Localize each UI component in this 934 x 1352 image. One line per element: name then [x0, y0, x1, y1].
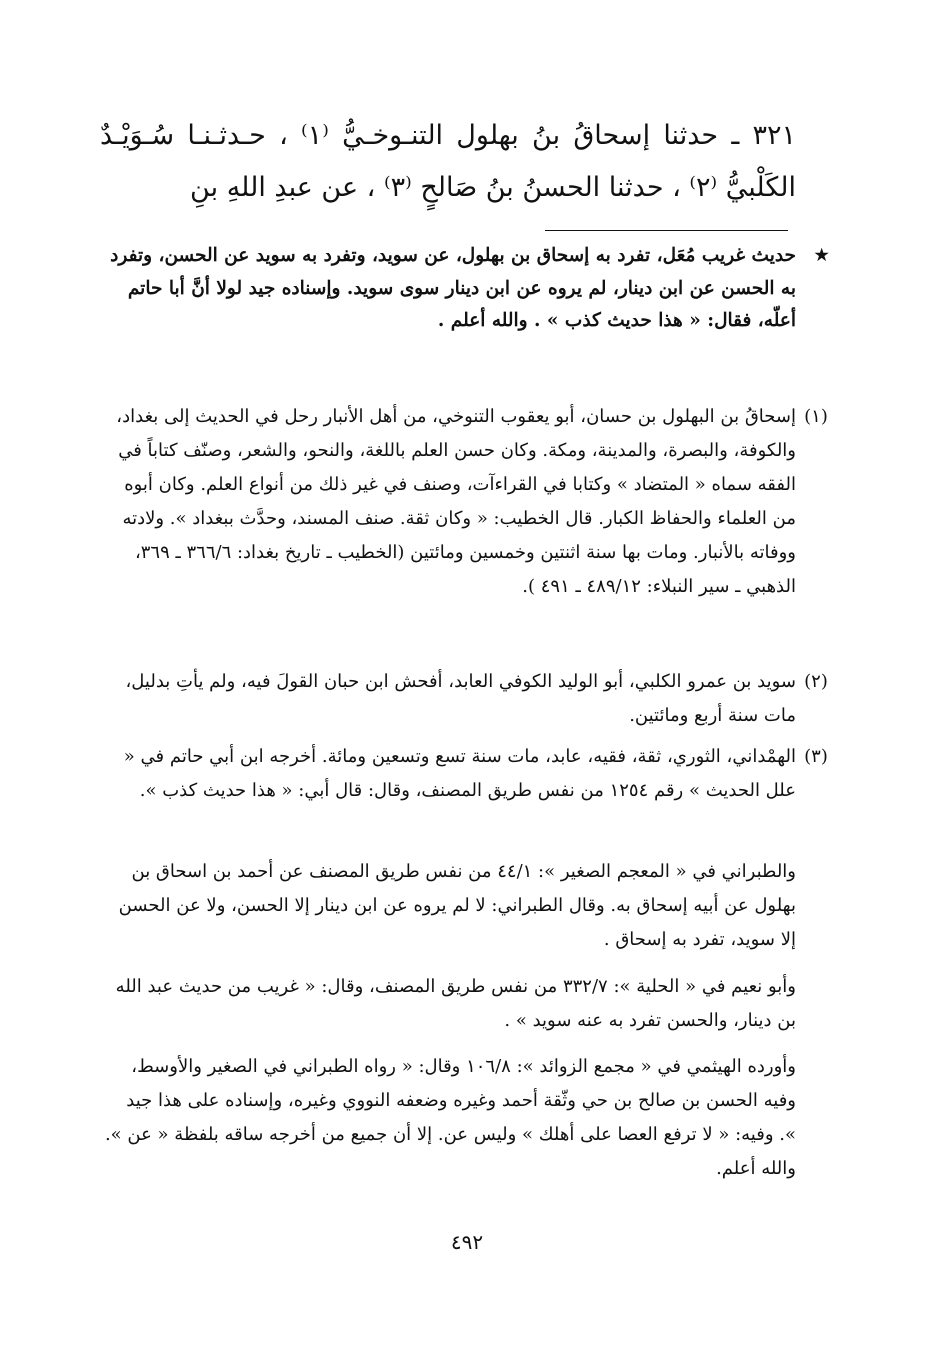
- footnote-text: إسحاقُ بن البهلول بن حسان، أبو يعقوب التنوخي، من أهل الأنبار رحل في الحديث إلى بغداد، والكوفة، والبصرة، والمدينة، ومكة. وكان حسن العلم باللغة، والنحو، والشعر، وصنّف كتاباً في الفقه سماه « المتضاد » وكتابا في القراءآت، وصنف في غير ذلك من أنواع العلم. وكان أبوه من العلماء والحفاظ الكبار. قال الخطيب: « وكان ثقة. صنف المسند، وحدَّث ببغداد ». ولادته ووفاته بالأنبار. ومات بها سنة اثنتين وخمسين ومائتين (الخطيب ـ تاريخ بغداد: ٣٦٦/٦ ـ ٣٦٩، الذهبي ـ سير النبلاء: ٤٨٩/١٢ ـ ٤٩١ ).: [116, 406, 796, 597]
- footnote-number: (٣): [804, 746, 828, 767]
- page-number: ٤٩٢: [450, 1230, 484, 1254]
- footnote-paragraph: والطبراني في « المعجم الصغير »: ٤٤/١ من نفس طريق المصنف عن أحمد بن اسحاق بن بهلول عن أبيه إسحاق به. وقال الطبراني: لا لم يروه عن ابن دينار إلا الحسن، ولا عن الحسن إلا سويد، تفرد به إسحاق .: [118, 861, 796, 950]
- grading-note: [104, 240, 830, 338]
- footnote-number: (١): [804, 406, 828, 427]
- footnote-2: [104, 665, 828, 733]
- footnote-paragraph: وأورده الهيثمي في « مجمع الزوائد »: ١٠٦/٨ وقال: « رواه الطبراني في الصغير والأوسط، وفيه الحسن بن صالح بن حي وثّقة أحمد وغيره وضعفه النووي وغيره، وإسناده على هذا جيد ». وفيه: « لا ترفع العصا على أهلك » وليس عن. إلا أن جميع من أخرجه ساقه بلفظة « عن ». والله أعلم.: [104, 1056, 796, 1179]
- hadith-main-text: ٣٢١ ـ حدثنا إسحاقُ بنُ بهلول التنـوخـيُّ ⁽١⁾ ، حـدثـنـا سُـوَيْـدٌ الكَلْبيُّ ⁽٢⁾ ، حدثنا الحسنُ بنُ صَالحٍ ⁽٣⁾ ، عن عبدِ اللهِ بنِ: [100, 120, 797, 203]
- footnote-3: [104, 740, 828, 808]
- footnote-text: الهمْداني، الثوري، ثقة، فقيه، عابد، مات سنة تسع وتسعين ومائة. أخرجه ابن أبي حاتم في « علل الحديث » رقم ١٢٥٤ من نفس طريق المصنف، وقال: قال أبي: « هذا حديث كذب ».: [123, 746, 796, 801]
- grading-note-text: حديث غريب مُعَل، تفرد به إسحاق بن بهلول، عن سويد، وتفرد به سويد عن الحسن، وتفرد به الحسن عن ابن دينار، لم يروه عن ابن دينار سوى سويد. وإسناده جيد لولا أنَّ أبا حاتم أعلّه، فقال: « هذا حديث كذب » . والله أعلم .: [110, 245, 796, 331]
- footnote-1: [104, 400, 828, 604]
- footnote-number: (٢): [804, 671, 828, 692]
- footnote-divider: [545, 230, 788, 231]
- star-icon: ★: [813, 245, 830, 266]
- footnote-text: سويد بن عمرو الكلبي، أبو الوليد الكوفي العابد، أفحش ابن حبان القولَ فيه، ولم يأتِ بدليل، مات سنة أربع ومائتين.: [125, 671, 796, 726]
- footnote-paragraph: وأبو نعيم في « الحلية »: ٣٣٢/٧ من نفس طريق المصنف، وقال: « غريب من حديث عبد الله بن دينار، والحسن تفرد به عنه سويد » .: [115, 976, 796, 1031]
